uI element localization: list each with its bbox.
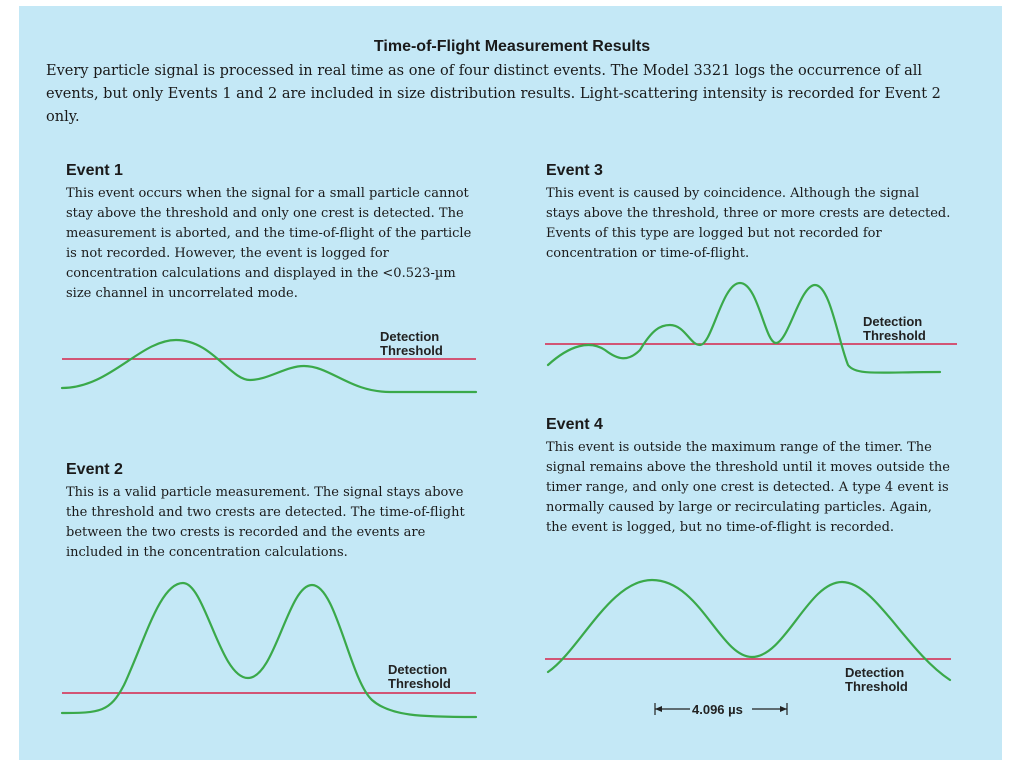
event-1-diagram — [62, 329, 476, 392]
page-title: Time-of-Flight Measurement Results — [373, 38, 651, 55]
event-2-threshold-label-line2: Threshold — [388, 676, 451, 691]
timer-left-arrowhead — [655, 706, 662, 712]
event-3-threshold-label-line1: Detection — [863, 314, 923, 329]
event-2-threshold-label-line1: Detection — [388, 662, 448, 677]
event-1-threshold-label-line2: Threshold — [380, 343, 443, 358]
event-2-signal-wave — [62, 583, 476, 717]
event-1-description: This event occurs when the signal for a small particle cannot stay above the threshold and only one crest is detected. The measurement is aborted, and the time-of-flight of the particle is not recorded. However, the event is logged for concentration calculations and displayed in the <0.523-µm size channel in uncorrelated mode. — [66, 186, 472, 301]
event-1-threshold-label-line1: Detection — [380, 329, 440, 344]
event-4-description: This event is outside the maximum range of the timer. The signal remains above the threshold until it moves outside the timer range, and only one crest is detected. A type 4 event is normally caused by large or recirculating particles. Again, the event is logged, but no time-of-flight is recorded. — [546, 440, 950, 535]
timer-range-label: 4.096 µs — [692, 702, 743, 717]
event-2-title: Event 2 — [66, 461, 123, 478]
event-3-threshold-label-line2: Threshold — [863, 328, 926, 343]
event-4-threshold-label-line2: Threshold — [845, 679, 908, 694]
event-4-threshold-label-line1: Detection — [845, 665, 905, 680]
event-3-diagram — [545, 283, 957, 373]
timer-right-arrowhead — [780, 706, 787, 712]
event-1-title: Event 1 — [66, 162, 123, 179]
event-2-diagram — [62, 583, 476, 717]
intro-paragraph: Every particle signal is processed in real time as one of four distinct events. The Model 3321 logs the occurrence of all events, but only Events 1 and 2 are included in size distribution results. Light-scattering intensity is recorded for Event 2 only. — [46, 63, 941, 125]
event-4-diagram — [545, 580, 951, 717]
event-3-description: This event is caused by coincidence. Although the signal stays above the threshold, three or more crests are detected. Events of this type are logged but not recorded for concentration or time-of-flight. — [546, 186, 951, 261]
event-3-title: Event 3 — [546, 162, 603, 179]
event-2-description: This is a valid particle measurement. The signal stays above the threshold and two crests are detected. The time-of-flight between the two crests is recorded and the events are included in the concentration calculations. — [66, 485, 465, 560]
event-4-title: Event 4 — [546, 416, 603, 433]
